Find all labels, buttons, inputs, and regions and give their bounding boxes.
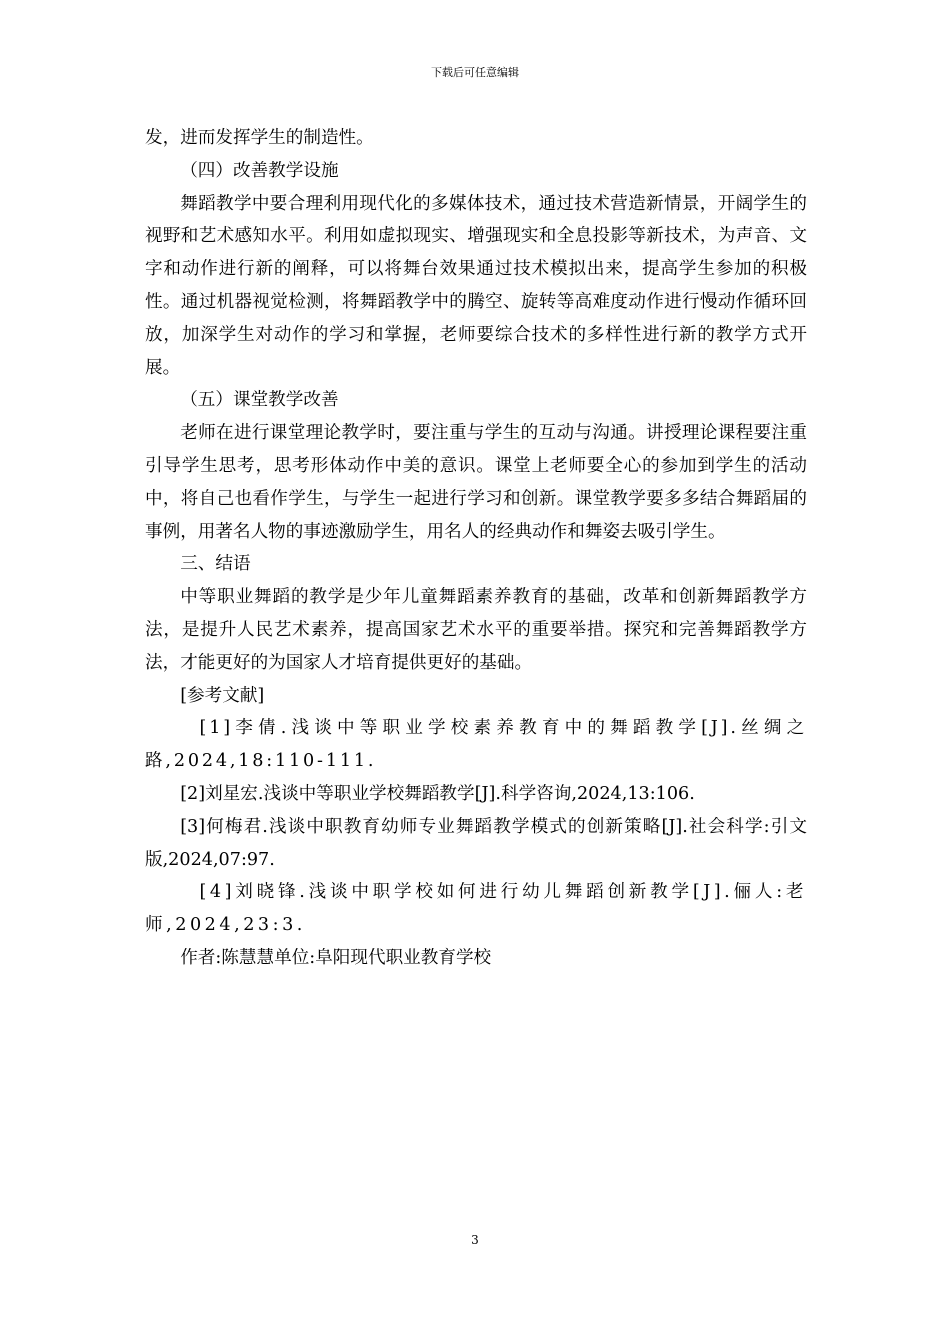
paragraph-continuation: 发，进而发挥学生的制造性。 xyxy=(145,128,374,148)
reference-item-3: [3]何梅君.浅谈中职教育幼师专业舞蹈教学模式的创新策略[J].社会科学:引文版,2024,07:97. xyxy=(145,816,807,870)
author-info: 作者:陈慧慧单位:阜阳现代职业教育学校 xyxy=(180,947,492,968)
reference-item-4: [4]刘晓锋.浅谈中职学校如何进行幼儿舞蹈创新教学[J].俪人:老师,2024,23:3. xyxy=(145,882,807,936)
paragraph-section-five: 老师在进行课堂理论教学时，要注重与学生的互动与沟通。讲授理论课程要注重引导学生思考，思考形体动作中美的意识。课堂上老师要全心的参加到学生的活动中，将自己也看作学生，与学生一起进行学习和创新。课堂教学要多多结合舞蹈届的事例，用著名人物的事迹激励学生，用名人的经典动作和舞姿去吸引学生。 xyxy=(145,423,807,542)
section-heading-four: （四）改善教学设施 xyxy=(180,160,339,181)
section-heading-five: （五）课堂教学改善 xyxy=(180,390,339,411)
paragraph-conclusion: 中等职业舞蹈的教学是少年儿童舞蹈素养教育的基础，改革和创新舞蹈教学方法，是提升人民艺术素养，提高国家艺术水平的重要举措。探究和完善舞蹈教学方法，才能更好的为国家人才培育提供更好的基础。 xyxy=(145,587,807,673)
document-body xyxy=(145,122,807,975)
references-heading: [参考文献] xyxy=(180,685,265,706)
reference-item-2: [2]刘星宏.浅谈中等职业学校舞蹈教学[J].科学咨询,2024,13:106. xyxy=(180,783,695,804)
page-number: 3 xyxy=(471,1233,479,1247)
paragraph-section-four: 舞蹈教学中要合理利用现代化的多媒体技术，通过技术营造新情景，开阔学生的视野和艺术感知水平。利用如虚拟现实、增强现实和全息投影等新技术，为声音、文字和动作进行新的阐释，可以将舞台效果通过技术模拟出来，提高学生参加的积极性。通过机器视觉检测，将舞蹈教学中的腾空、旋转等高难度动作进行慢动作循环回放，加深学生对动作的学习和掌握，老师要综合技术的多样性进行新的教学方式开展。 xyxy=(145,193,807,378)
page-header: 下载后可任意编辑 xyxy=(431,66,519,79)
reference-item-1: [1]李倩.浅谈中等职业学校素养教育中的舞蹈教学[J].丝绸之路,2024,18:110-111. xyxy=(145,718,807,772)
section-heading-conclusion: 三、结语 xyxy=(180,554,251,575)
